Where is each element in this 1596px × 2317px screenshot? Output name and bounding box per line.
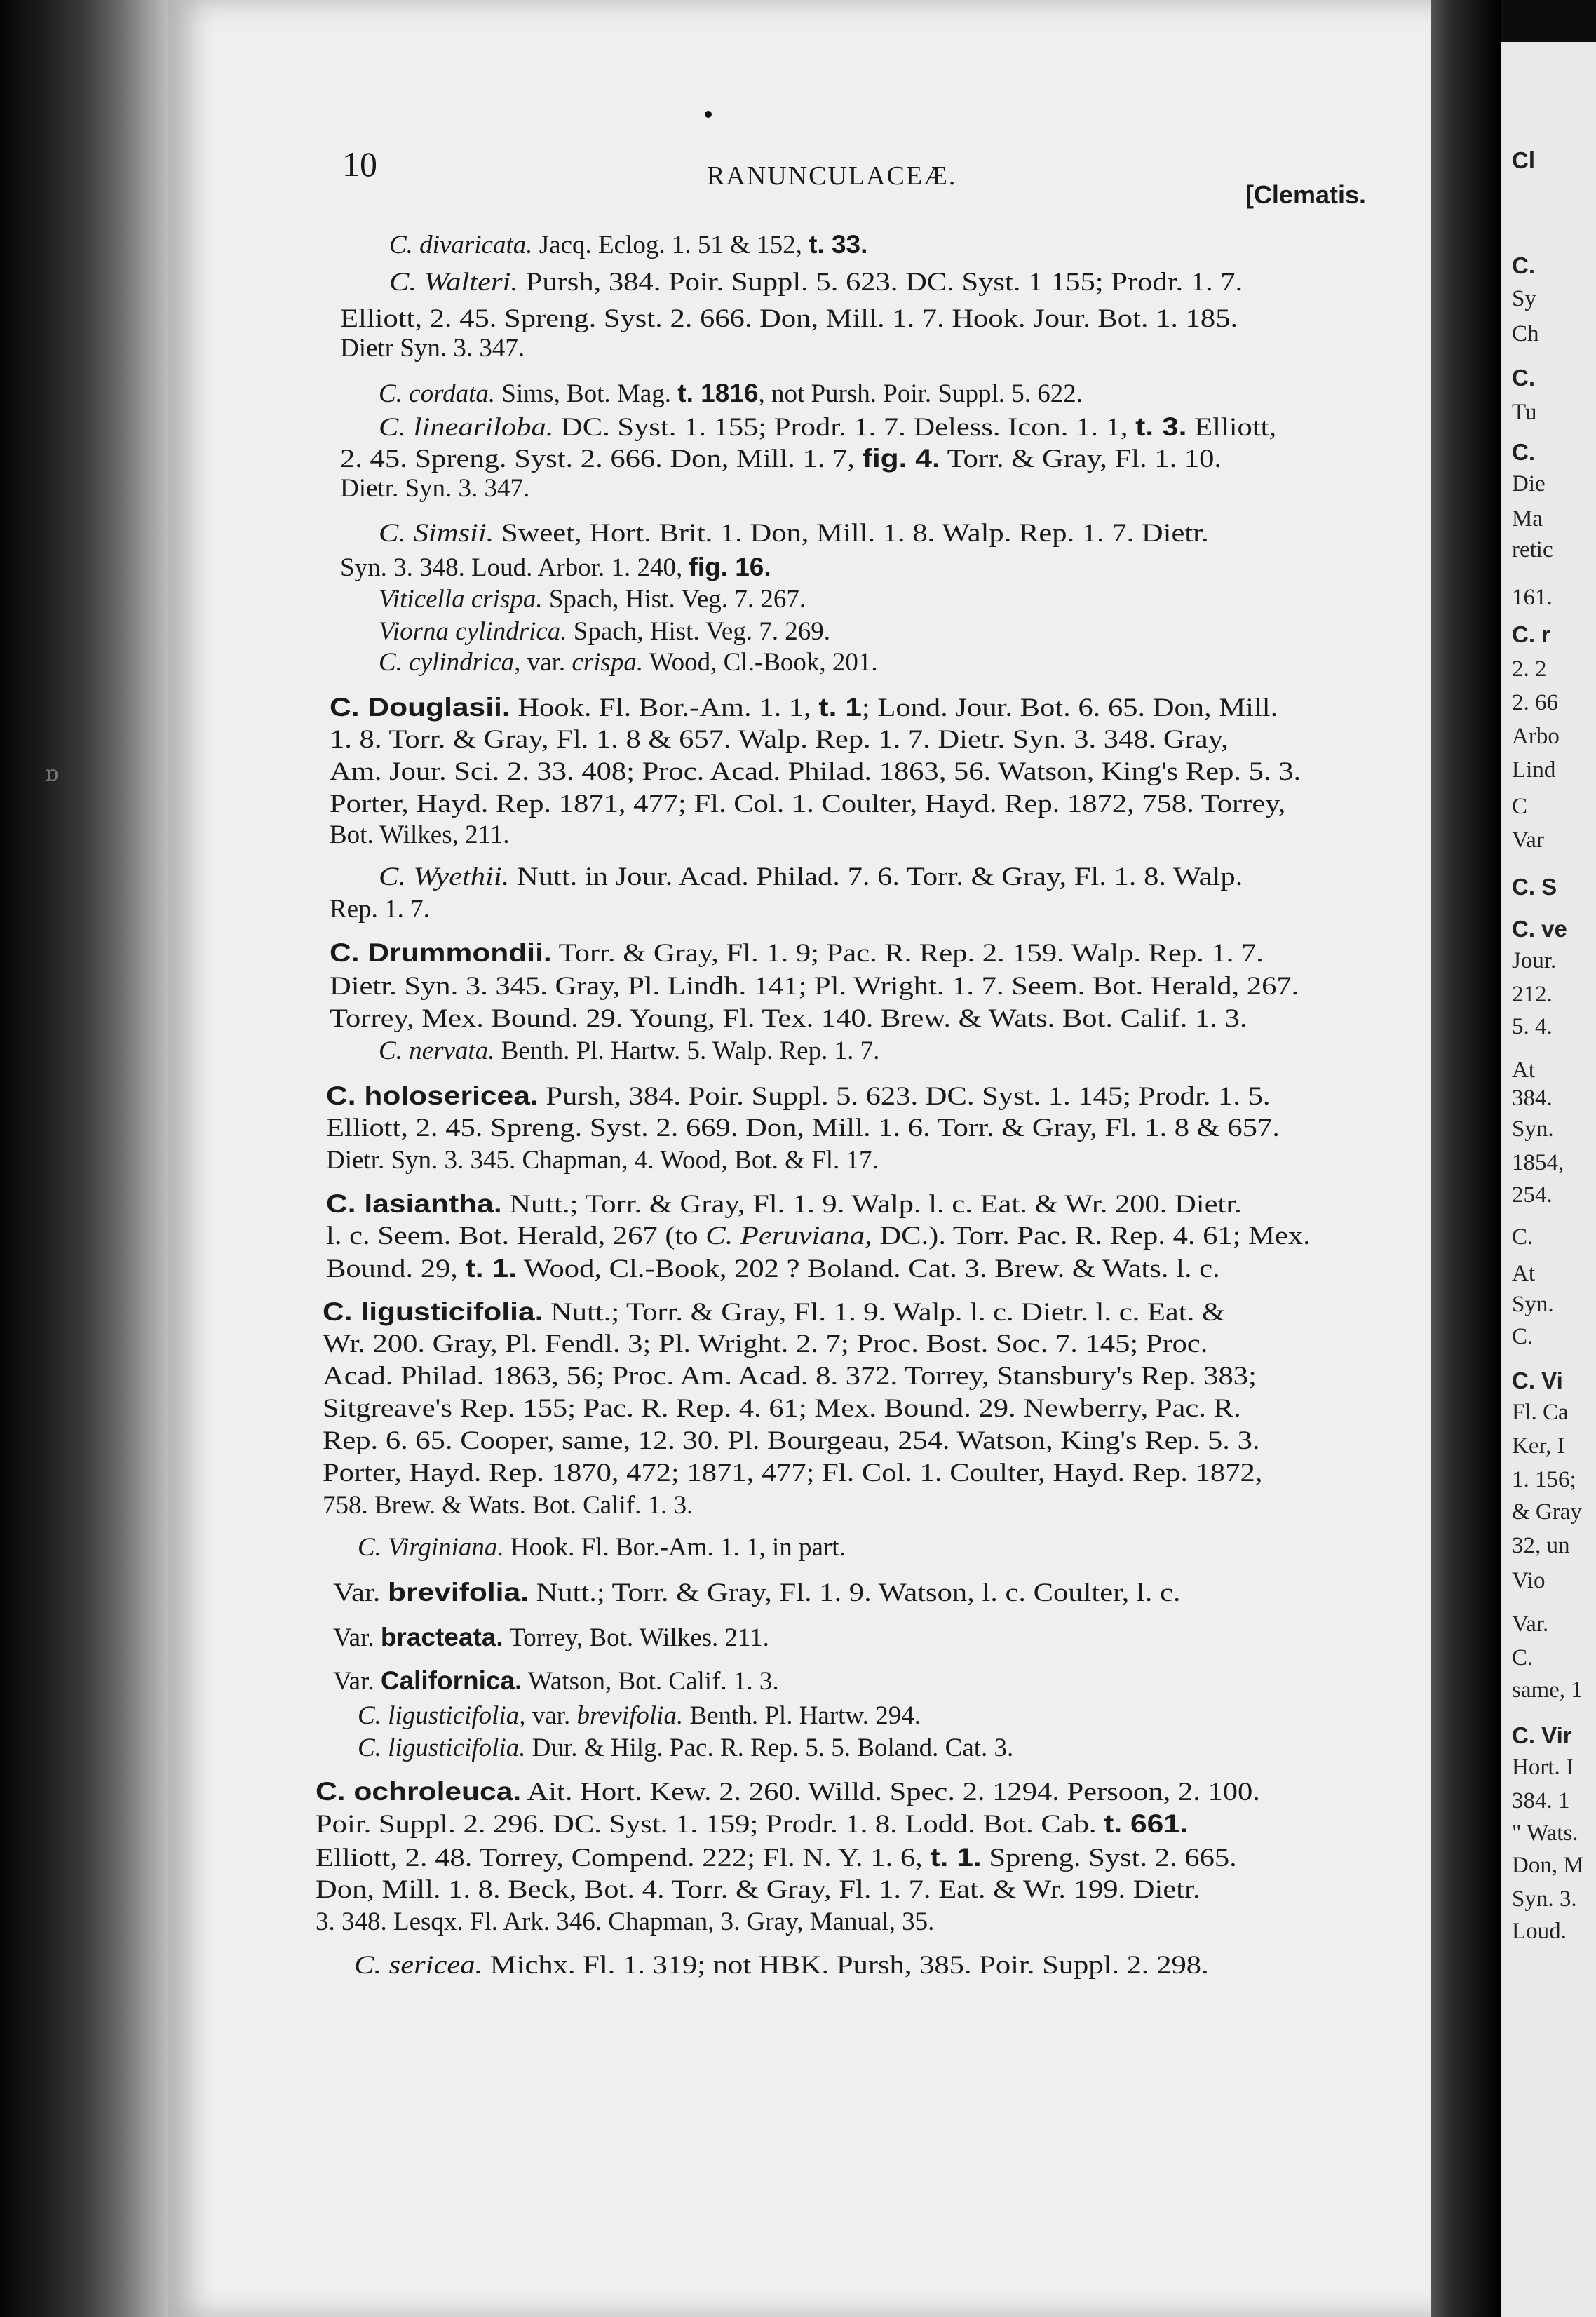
adjacent-page-fragment: & Gray: [1512, 1499, 1582, 1525]
adjacent-page-fragment: Syn.: [1512, 1292, 1554, 1317]
text-line: [330, 896, 430, 922]
adjacent-page-fragment: Loud.: [1512, 1919, 1567, 1944]
text-line: [354, 1952, 1209, 1978]
adjacent-page-fragment: 1854,: [1512, 1150, 1564, 1175]
italic-text-run: C. cylindrica,: [379, 648, 521, 677]
text-run: Torrey, Mex. Bound. 29. Young, Fl. Tex. 140. Brew. & Wats. Bot. Calif. 1. 3.: [330, 1004, 1247, 1033]
text-line: [326, 1191, 1242, 1217]
text-line: [323, 1492, 693, 1518]
bold-text-run: t. 1: [818, 693, 862, 722]
adjacent-page-fragment: C.: [1512, 1324, 1534, 1349]
text-line: [358, 1735, 1013, 1761]
text-run: Poir. Suppl. 2. 296. DC. Syst. 1. 159; Prodr. 1. 8. Lodd. Bot. Cab.: [316, 1810, 1104, 1839]
text-line: [323, 1460, 1262, 1486]
adjacent-page-fragment: C: [1512, 794, 1528, 819]
adjacent-page-fragment: C.: [1512, 1645, 1534, 1670]
text-run: Hook. Fl. Bor.-Am. 1. 1,: [510, 694, 819, 722]
italic-text-run: C. lineariloba.: [379, 413, 554, 442]
adjacent-page-fragment: C. r: [1512, 621, 1551, 647]
italic-text-run: C. Wyethii.: [379, 863, 510, 891]
text-run: Hook. Fl. Bor.-Am. 1. 1, in part.: [503, 1533, 846, 1562]
text-line: [330, 1006, 1247, 1032]
italic-text-run: Viorna cylindrica.: [379, 617, 567, 646]
text-run: DC.). Torr. Pac. R. Rep. 4. 61; Mex.: [872, 1222, 1311, 1250]
text-run: Don, Mill. 1. 8. Beck, Bot. 4. Torr. & Gray, Fl. 1. 7. Eat. & Wr. 199. Dietr.: [316, 1875, 1201, 1904]
text-run: Syn. 3. 348. Loud. Arbor. 1. 240,: [340, 553, 689, 582]
page-number: 10: [342, 144, 377, 184]
italic-text-run: Viticella crispa.: [379, 585, 543, 614]
adjacent-page-fragment: Lind: [1512, 757, 1556, 783]
bold-text-run: C. Drummondii.: [330, 938, 552, 967]
text-run: ; Lond. Jour. Bot. 6. 65. Don, Mill.: [861, 694, 1278, 722]
text-line: [326, 1147, 879, 1173]
adjacent-page-fragment: Syn.: [1512, 1116, 1554, 1142]
text-run: var.: [520, 648, 572, 677]
text-run: Nutt.; Torr. & Gray, Fl. 1. 9. Watson, l. c. Coulter, l. c.: [529, 1579, 1181, 1607]
text-run: Dietr. Syn. 3. 347.: [340, 474, 530, 503]
adjacent-page-fragment: Ma: [1512, 506, 1543, 532]
text-run: Benth. Pl. Hartw. 5. Walp. Rep. 1. 7.: [494, 1036, 880, 1065]
text-run: Ait. Hort. Kew. 2. 260. Willd. Spec. 2. 1294. Persoon, 2. 100.: [521, 1778, 1260, 1806]
text-line: [316, 1909, 934, 1935]
adjacent-page-fragment: Cl: [1512, 147, 1535, 173]
text-run: Am. Jour. Sci. 2. 33. 408; Proc. Acad. Philad. 1863, 56. Watson, King's Rep. 5. 3.: [330, 757, 1301, 786]
italic-text-run: C. ligusticifolia.: [358, 1734, 526, 1762]
text-run: Pursh, 384. Poir. Suppl. 5. 623. DC. Syst. 1. 145; Prodr. 1. 5.: [538, 1082, 1271, 1111]
text-line: [379, 649, 878, 675]
text-line: [340, 475, 529, 501]
text-run: Sitgreave's Rep. 155; Pac. R. Rep. 4. 61; Mex. Bound. 29. Newberry, Pac. R.: [323, 1394, 1241, 1423]
text-line: [326, 1083, 1271, 1109]
adjacent-page-fragment: 5. 4.: [1512, 1014, 1553, 1039]
text-line: [326, 1115, 1280, 1141]
bold-text-run: fig. 16.: [689, 553, 771, 581]
text-run: Elliott,: [1186, 413, 1277, 442]
text-line: [379, 586, 806, 612]
text-run: 1. 8. Torr. & Gray, Fl. 1. 8 & 657. Walp. Rep. 1. 7. Dietr. Syn. 3. 348. Gray,: [330, 725, 1229, 754]
adjacent-page-fragment: C.: [1512, 252, 1535, 278]
bold-text-run: t. 33.: [809, 230, 868, 259]
bold-text-run: t. 3.: [1135, 412, 1187, 441]
text-line: [340, 335, 525, 361]
text-line: [323, 1396, 1241, 1421]
margin-mark: ɒ: [45, 762, 59, 786]
text-run: Torrey, Bot. Wilkes. 211.: [503, 1623, 769, 1652]
adjacent-page-fragment: C.: [1512, 1224, 1534, 1250]
adjacent-page-fragment: C. ve: [1512, 916, 1567, 942]
bold-text-run: fig. 4.: [862, 444, 940, 473]
text-line: [389, 231, 867, 258]
text-line: [326, 1255, 1220, 1282]
text-line: [333, 1668, 779, 1694]
adjacent-page-fragment: Don, M: [1512, 1853, 1584, 1878]
text-line: [358, 1534, 846, 1560]
adjacent-page-fragment: 384. 1: [1512, 1788, 1570, 1813]
bold-text-run: C. ochroleuca.: [316, 1777, 522, 1806]
text-line: [340, 306, 1238, 332]
adjacent-page-fragment: 1. 156;: [1512, 1467, 1576, 1492]
text-run: Bot. Wilkes, 211.: [330, 820, 510, 849]
text-run: Jacq. Eclog. 1. 51 & 152,: [532, 231, 809, 259]
text-run: Dietr. Syn. 3. 345. Gray, Pl. Lindh. 141; Pl. Wright. 1. 7. Seem. Bot. Herald, 267.: [330, 972, 1299, 1001]
text-line: [316, 1811, 1189, 1837]
adjacent-page-fragment: 161.: [1512, 585, 1553, 610]
text-run: Spreng. Syst. 2. 665.: [981, 1844, 1237, 1872]
text-run: Torr. & Gray, Fl. 1. 10.: [940, 445, 1222, 473]
adjacent-page-fragment: C.: [1512, 365, 1535, 391]
text-run: Wood, Cl.-Book, 201.: [643, 648, 878, 677]
italic-text-run: C. sericea.: [354, 1951, 483, 1980]
adjacent-page-fragment: 2. 66: [1512, 690, 1558, 715]
text-run: Michx. Fl. 1. 319; not HBK. Pursh, 385. Poir. Suppl. 2. 298.: [482, 1951, 1209, 1980]
adjacent-page-fragment: C. Vir: [1512, 1722, 1572, 1748]
adjacent-page-fragment: same, 1: [1512, 1677, 1583, 1703]
bold-text-run: Californica.: [380, 1666, 522, 1695]
italic-text-run: crispa.: [572, 648, 644, 677]
running-head: RANUNCULACEÆ.: [707, 161, 957, 191]
italic-text-run: C. ligusticifolia,: [358, 1701, 526, 1730]
adjacent-page-fragment: Syn. 3.: [1512, 1886, 1577, 1912]
bold-text-run: C. lasiantha.: [326, 1189, 502, 1218]
text-line: [330, 694, 1278, 721]
text-line: [379, 380, 1083, 407]
text-run: Var.: [333, 1579, 388, 1607]
text-run: Porter, Hayd. Rep. 1871, 477; Fl. Col. 1. Coulter, Hayd. Rep. 1872, 758. Torrey,: [330, 790, 1286, 818]
adjacent-page-fragment: C.: [1512, 439, 1535, 465]
text-run: Dur. & Hilg. Pac. R. Rep. 5. 5. Boland. Cat. 3.: [525, 1734, 1014, 1762]
italic-text-run: C. Walteri.: [389, 268, 519, 297]
text-run: Nutt. in Jour. Acad. Philad. 7. 6. Torr. & Gray, Fl. 1. 8. Walp.: [509, 863, 1243, 891]
adjacent-page-fragment: C. S: [1512, 874, 1557, 900]
bold-text-run: C. ligusticifolia.: [323, 1297, 543, 1326]
text-run: Rep. 6. 65. Cooper, same, 12. 30. Pl. Bourgeau, 254. Watson, King's Rep. 5. 3.: [323, 1426, 1260, 1455]
text-run: Nutt.; Torr. & Gray, Fl. 1. 9. Walp. l. c. Eat. & Wr. 200. Dietr.: [501, 1190, 1242, 1219]
italic-text-run: C. Virginiana.: [358, 1533, 504, 1562]
text-line: [323, 1299, 1225, 1325]
text-line: [340, 445, 1222, 472]
text-line: [379, 414, 1276, 440]
text-run: 758. Brew. & Wats. Bot. Calif. 1. 3.: [323, 1491, 694, 1520]
adjacent-page-fragment: Arbo: [1512, 724, 1560, 749]
bold-text-run: t. 1.: [930, 1843, 982, 1872]
bold-text-run: C. Douglasii.: [330, 693, 510, 722]
adjacent-page-fragment: Vio: [1512, 1568, 1546, 1593]
text-run: Spach, Hist. Veg. 7. 269.: [567, 617, 831, 646]
text-line: [326, 1223, 1311, 1249]
bold-text-run: bracteata.: [380, 1623, 503, 1651]
text-line: [330, 791, 1285, 817]
text-line: [358, 1703, 921, 1729]
text-line: [330, 727, 1229, 752]
text-run: Watson, Bot. Calif. 1. 3.: [522, 1667, 779, 1696]
text-run: Torr. & Gray, Fl. 1. 9; Pac. R. Rep. 2. 159. Walp. Rep. 1. 7.: [551, 939, 1264, 968]
text-line: [330, 759, 1301, 785]
text-run: Var.: [333, 1667, 381, 1696]
italic-text-run: C. divaricata.: [389, 231, 533, 259]
text-line: [379, 619, 830, 644]
text-run: , not Pursh. Poir. Suppl. 5. 622.: [758, 379, 1083, 408]
text-run: Nutt.; Torr. & Gray, Fl. 1. 9. Walp. l. c. Dietr. l. c. Eat. &: [543, 1298, 1225, 1327]
text-line: [330, 822, 510, 848]
text-line: [340, 554, 771, 581]
italic-text-run: C. Peruviana,: [705, 1222, 872, 1250]
text-run: 3. 348. Lesqx. Fl. Ark. 346. Chapman, 3. Gray, Manual, 35.: [316, 1907, 935, 1936]
text-line: [316, 1778, 1260, 1805]
adjacent-page-fragment: 2. 2: [1512, 656, 1547, 682]
text-run: Elliott, 2. 48. Torrey, Compend. 222; Fl. N. Y. 1. 6,: [316, 1844, 931, 1872]
text-run: Elliott, 2. 45. Spreng. Syst. 2. 669. Don, Mill. 1. 6. Torr. & Gray, Fl. 1. 8 & 657.: [326, 1114, 1280, 1142]
text-line: [379, 520, 1209, 546]
text-run: Wr. 200. Gray, Pl. Fendl. 3; Pl. Wright. 2. 7; Proc. Bost. Soc. 7. 145; Proc.: [323, 1330, 1208, 1358]
bold-text-run: brevifolia.: [388, 1578, 529, 1607]
text-line: [330, 973, 1299, 999]
text-run: Var.: [333, 1623, 381, 1652]
text-run: Dietr. Syn. 3. 345. Chapman, 4. Wood, Bot. & Fl. 17.: [326, 1146, 879, 1175]
text-run: Sims, Bot. Mag.: [495, 379, 678, 408]
adjacent-page-fragment: Var.: [1512, 1612, 1549, 1637]
text-line: [330, 940, 1264, 966]
adjacent-page-fragment: 212.: [1512, 982, 1553, 1007]
text-line: [333, 1624, 769, 1651]
section-label: [Clematis.: [1245, 180, 1366, 209]
adjacent-page-fragment: At: [1512, 1058, 1535, 1083]
adjacent-page-fragment: retic: [1512, 537, 1553, 562]
adjacent-page-fragment: Ker, I: [1512, 1433, 1565, 1459]
adjacent-page-fragment: At: [1512, 1261, 1535, 1286]
text-line: [323, 1363, 1257, 1389]
italic-text-run: C. Simsii.: [379, 519, 494, 548]
text-line: [323, 1428, 1259, 1454]
italic-text-run: C. nervata.: [379, 1036, 495, 1065]
bold-text-run: t. 1.: [465, 1254, 517, 1283]
text-run: Bound. 29,: [326, 1255, 466, 1283]
text-run: DC. Syst. 1. 155; Prodr. 1. 7. Deless. Icon. 1. 1,: [553, 413, 1136, 442]
bold-text-run: t. 1816: [677, 379, 759, 407]
bold-text-run: C. holosericea.: [326, 1081, 539, 1110]
text-line: [389, 269, 1243, 295]
text-run: Porter, Hayd. Rep. 1870, 472; 1871, 477; Fl. Col. 1. Coulter, Hayd. Rep. 1872,: [323, 1459, 1263, 1487]
text-run: Sweet, Hort. Brit. 1. Don, Mill. 1. 8. Walp. Rep. 1. 7. Dietr.: [494, 519, 1209, 548]
text-line: [316, 1877, 1201, 1903]
text-run: var.: [525, 1701, 577, 1730]
text-line: [316, 1844, 1237, 1871]
text-line: [323, 1331, 1208, 1357]
text-run: Wood, Cl.-Book, 202 ? Boland. Cat. 3. Brew. & Wats. l. c.: [516, 1255, 1220, 1283]
adjacent-page-fragment: " Wats.: [1512, 1820, 1578, 1846]
text-run: 2. 45. Spreng. Syst. 2. 666. Don, Mill. 1. 7,: [340, 445, 863, 473]
adjacent-page-fragment: Var: [1512, 828, 1544, 853]
italic-text-run: C. cordata.: [379, 379, 496, 408]
bold-text-run: t. 661.: [1104, 1809, 1189, 1838]
text-line: [379, 1038, 879, 1064]
text-run: Rep. 1. 7.: [330, 895, 430, 924]
adjacent-page-fragment: Hort. I: [1512, 1755, 1574, 1780]
adjacent-page-fragment: 254.: [1512, 1182, 1553, 1208]
adjacent-page-fragment: C. Vi: [1512, 1367, 1563, 1393]
adjacent-page-fragment: Die: [1512, 471, 1546, 496]
text-run: l. c. Seem. Bot. Herald, 267 (to: [326, 1222, 706, 1250]
adjacent-page-fragment: Tu: [1512, 400, 1537, 425]
text-run: Spach, Hist. Veg. 7. 267.: [542, 585, 806, 614]
text-run: Acad. Philad. 1863, 56; Proc. Am. Acad. 8. 372. Torrey, Stansbury's Rep. 383;: [323, 1362, 1257, 1391]
text-line: [379, 864, 1243, 890]
adjacent-page-fragment: Fl. Ca: [1512, 1400, 1569, 1425]
text-run: Elliott, 2. 45. Spreng. Syst. 2. 666. Don, Mill. 1. 7. Hook. Jour. Bot. 1. 185.: [340, 304, 1238, 333]
text-run: Dietr Syn. 3. 347.: [340, 334, 525, 363]
adjacent-page-fragment: 32, un: [1512, 1533, 1570, 1558]
text-run: Benth. Pl. Hartw. 294.: [683, 1701, 921, 1730]
italic-text-run: brevifolia.: [576, 1701, 684, 1730]
adjacent-page-fragment: Jour.: [1512, 948, 1557, 973]
adjacent-page-fragment: Sy: [1512, 286, 1536, 311]
adjacent-page-fragment: 384.: [1512, 1086, 1553, 1111]
adjacent-page-fragment: Ch: [1512, 321, 1539, 346]
text-line: [333, 1579, 1181, 1606]
text-run: Pursh, 384. Poir. Suppl. 5. 623. DC. Syst. 1 155; Prodr. 1. 7.: [518, 268, 1243, 297]
